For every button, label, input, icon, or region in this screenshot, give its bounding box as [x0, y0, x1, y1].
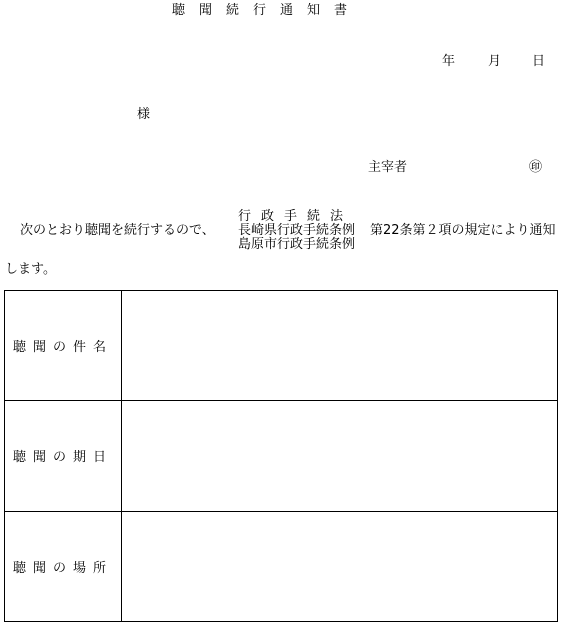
- body-text-after: 第22条第２項の規定により通知: [370, 223, 556, 238]
- organizer-label: 主宰者: [368, 160, 408, 175]
- table-row: [5, 511, 558, 621]
- body-text-continuation: します。: [5, 262, 56, 277]
- document-title: 聴聞続行通知書: [172, 3, 362, 18]
- law-options: [238, 210, 355, 252]
- body-text-before: 次のとおり聴聞を続行するので、: [20, 223, 215, 238]
- hearing-date-field[interactable]: [122, 401, 558, 511]
- hearing-place-label: 聴聞の場所: [5, 511, 122, 621]
- hearing-subject-field[interactable]: [122, 291, 558, 401]
- date-year-label: 年: [442, 54, 456, 69]
- seal-mark: ㊞: [529, 160, 543, 175]
- hearing-date-label: 聴聞の期日: [5, 401, 122, 511]
- date-day-label: 日: [532, 54, 546, 69]
- table-row: [5, 401, 558, 511]
- hearing-subject-label: 聴聞の件名: [5, 291, 122, 401]
- addressee-suffix: 様: [137, 107, 151, 122]
- hearing-details-table: [4, 290, 558, 622]
- law-option-act: 行政手続法: [238, 209, 354, 224]
- law-option-prefecture: 長崎県行政手続条例: [238, 223, 356, 238]
- date-line: [442, 55, 545, 69]
- table-row: [5, 291, 558, 401]
- hearing-place-field[interactable]: [122, 511, 558, 621]
- law-option-city: 島原市行政手続条例: [238, 237, 356, 252]
- date-month-label: 月: [488, 54, 502, 69]
